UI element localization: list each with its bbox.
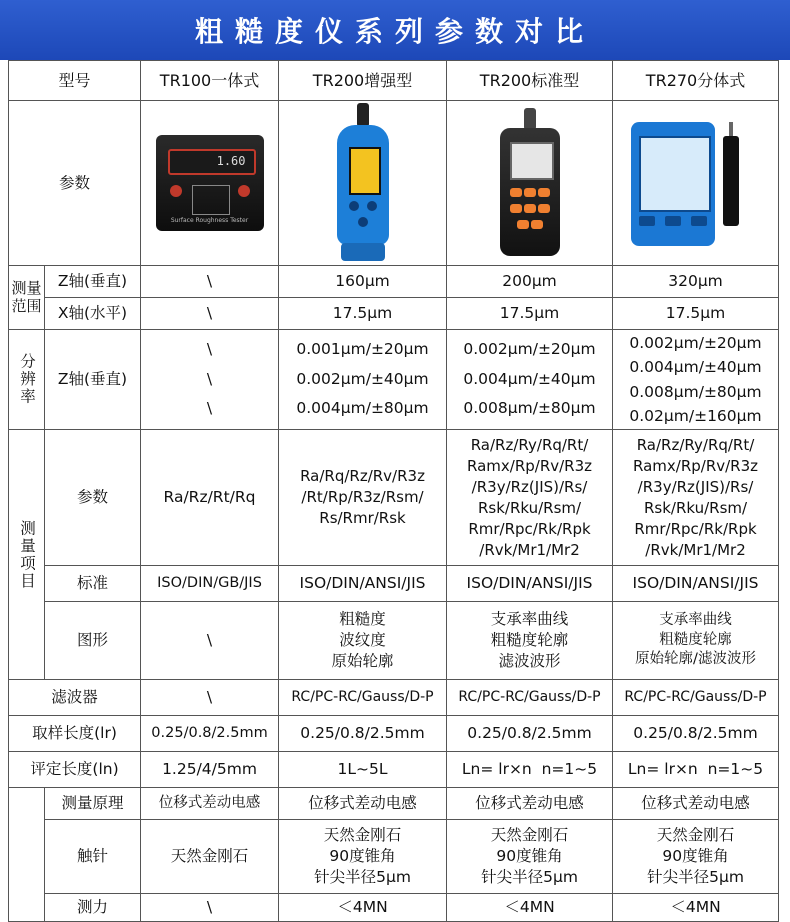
sampling-tr270: 0.25/0.8/2.5mm [613, 716, 779, 752]
range-x-tr270: 17.5μm [613, 298, 779, 330]
tr270-image-cell [613, 101, 779, 266]
filter-row [9, 680, 779, 716]
image-row [9, 101, 779, 266]
resolution-row [9, 330, 779, 430]
tr100-device-image [156, 135, 264, 231]
range-x-label: X轴(水平) [45, 298, 141, 330]
resolution-z-label: Z轴(垂直) [45, 330, 141, 430]
model-tr200-enhanced: TR200增强型 [279, 61, 447, 101]
principle-tr270: 位移式差动电感 [613, 788, 779, 820]
stylus-tr200-enhanced: 天然金刚石 90度锥角 针尖半径5μm [279, 820, 447, 894]
filter-tr200-enhanced: RC/PC-RC/Gauss/D-P [279, 680, 447, 716]
filter-tr270: RC/PC-RC/Gauss/D-P [613, 680, 779, 716]
tr100-button [238, 185, 250, 197]
device-button [691, 216, 707, 226]
force-tr270: ＜4MN [613, 894, 779, 922]
params-tr270: Ra/Rz/Ry/Rq/Rt/ Ramx/Rp/Rv/R3z /R3y/Rz(JIS)/Rs/ Rsk/Rku/Rsm/ Rmr/Rpc/Rk/Rpk /Rvk/Mr1/Mr2 [613, 430, 779, 566]
stylus-tr200-standard: 天然金刚石 90度锥角 针尖半径5μm [447, 820, 613, 894]
force-row [9, 894, 779, 922]
evaluation-label: 评定长度(ln) [9, 752, 141, 788]
device-button [538, 204, 550, 213]
standard-tr200-standard: ISO/DIN/ANSI/JIS [447, 566, 613, 602]
graph-tr100: \ [141, 602, 279, 680]
range-z-tr200-standard: 200μm [447, 266, 613, 298]
range-z-tr100: \ [141, 266, 279, 298]
items-group-label: 测量项目 [9, 430, 45, 680]
filter-tr200-standard: RC/PC-RC/Gauss/D-P [447, 680, 613, 716]
items-standard-row [9, 566, 779, 602]
device-button [510, 204, 522, 213]
device-screen [510, 142, 554, 180]
device-button [531, 220, 543, 229]
graph-tr200-enhanced: 粗糙度 波纹度 原始轮廓 [279, 602, 447, 680]
resolution-tr200-enhanced: 0.001μm/±20μm 0.002μm/±40μm 0.004μm/±80μm [279, 330, 447, 430]
hardware-group-blank [9, 788, 45, 922]
model-tr100: TR100一体式 [141, 61, 279, 101]
params-tr200-enhanced: Ra/Rq/Rz/Rv/R3z /Rt/Rp/R3z/Rsm/ Rs/Rmr/Rsk [279, 430, 447, 566]
resolution-group-label: 分辨率 [9, 330, 45, 430]
standard-tr100: ISO/DIN/GB/JIS [141, 566, 279, 602]
standard-tr270: ISO/DIN/ANSI/JIS [613, 566, 779, 602]
device-button [510, 188, 522, 197]
device-button [358, 217, 368, 227]
evaluation-tr270: Ln= lr×n n=1~5 [613, 752, 779, 788]
tr100-keypad [192, 185, 230, 215]
spec-table [8, 60, 779, 922]
stylus-row [9, 820, 779, 894]
filter-label: 滤波器 [9, 680, 141, 716]
items-graph-row [9, 602, 779, 680]
model-label: 型号 [9, 61, 141, 101]
stylus-tr100: 天然金刚石 [141, 820, 279, 894]
tr100-caption: Surface Roughness Tester [170, 216, 249, 224]
device-button [538, 188, 550, 197]
device-base [341, 243, 385, 261]
resolution-tr200-standard: 0.002μm/±20μm 0.004μm/±40μm 0.008μm/±80μm [447, 330, 613, 430]
range-x-tr200-enhanced: 17.5μm [279, 298, 447, 330]
stylus-tr270: 天然金刚石 90度锥角 针尖半径5μm [613, 820, 779, 894]
range-z-row [9, 266, 779, 298]
device-button [524, 188, 536, 197]
sampling-tr100: 0.25/0.8/2.5mm [141, 716, 279, 752]
params-tr100: Ra/Rz/Rt/Rq [141, 430, 279, 566]
model-tr200-standard: TR200标准型 [447, 61, 613, 101]
evaluation-tr200-standard: Ln= lr×n n=1~5 [447, 752, 613, 788]
device-button [367, 201, 377, 211]
sampling-label: 取样长度(lr) [9, 716, 141, 752]
range-group-label: 测量范围 [9, 266, 45, 330]
tr200-standard-image-cell [447, 101, 613, 266]
tr100-button [170, 185, 182, 197]
sampling-row [9, 716, 779, 752]
evaluation-tr100: 1.25/4/5mm [141, 752, 279, 788]
principle-row [9, 788, 779, 820]
separate-probe [723, 136, 739, 226]
items-params-row [9, 430, 779, 566]
param-label: 参数 [9, 101, 141, 266]
evaluation-tr200-enhanced: 1L~5L [279, 752, 447, 788]
force-tr200-enhanced: ＜4MN [279, 894, 447, 922]
page-title: 粗糙度仪系列参数对比 [0, 0, 790, 60]
range-x-row [9, 298, 779, 330]
device-button [349, 201, 359, 211]
range-z-label: Z轴(垂直) [45, 266, 141, 298]
device-screen [639, 136, 711, 212]
range-z-tr200-enhanced: 160μm [279, 266, 447, 298]
model-tr270: TR270分体式 [613, 61, 779, 101]
standard-tr200-enhanced: ISO/DIN/ANSI/JIS [279, 566, 447, 602]
principle-tr100: 位移式差动电感 [141, 788, 279, 820]
force-label: 测力 [45, 894, 141, 922]
items-params-label: 参数 [45, 430, 141, 566]
device-button [524, 204, 536, 213]
tr270-device-image [631, 118, 761, 248]
model-header-row [9, 61, 779, 101]
items-graph-label: 图形 [45, 602, 141, 680]
tr200-standard-device-image [498, 108, 562, 258]
tr100-image-cell [141, 101, 279, 266]
device-screen [349, 147, 381, 195]
items-standard-label: 标准 [45, 566, 141, 602]
device-button [665, 216, 681, 226]
force-tr100: \ [141, 894, 279, 922]
device-button [517, 220, 529, 229]
range-x-tr100: \ [141, 298, 279, 330]
tr200-enhanced-image-cell [279, 101, 447, 266]
probe-neck [524, 108, 536, 130]
tr100-screen-value: 1.60 [216, 154, 246, 168]
graph-tr200-standard: 支承率曲线 粗糙度轮廓 滤波波形 [447, 602, 613, 680]
resolution-tr270: 0.002μm/±20μm 0.004μm/±40μm 0.008μm/±80μm 0.02μm/±160μm [613, 330, 779, 430]
filter-tr100: \ [141, 680, 279, 716]
stylus-label: 触针 [45, 820, 141, 894]
force-tr200-standard: ＜4MN [447, 894, 613, 922]
evaluation-row [9, 752, 779, 788]
graph-tr270: 支承率曲线 粗糙度轮廓 原始轮廓/滤波波形 [613, 602, 779, 680]
device-button [639, 216, 655, 226]
sampling-tr200-enhanced: 0.25/0.8/2.5mm [279, 716, 447, 752]
tr100-screen [168, 149, 256, 175]
range-x-tr200-standard: 17.5μm [447, 298, 613, 330]
sampling-tr200-standard: 0.25/0.8/2.5mm [447, 716, 613, 752]
params-tr200-standard: Ra/Rz/Ry/Rq/Rt/ Ramx/Rp/Rv/R3z /R3y/Rz(JIS)/Rs/ Rsk/Rku/Rsm/ Rmr/Rpc/Rk/Rpk /Rvk/Mr1/Mr2 [447, 430, 613, 566]
principle-label: 测量原理 [45, 788, 141, 820]
principle-tr200-standard: 位移式差动电感 [447, 788, 613, 820]
tr200-enhanced-device-image [333, 103, 393, 263]
probe-neck [357, 103, 369, 127]
principle-tr200-enhanced: 位移式差动电感 [279, 788, 447, 820]
resolution-tr100: \ \ \ [141, 330, 279, 430]
range-z-tr270: 320μm [613, 266, 779, 298]
